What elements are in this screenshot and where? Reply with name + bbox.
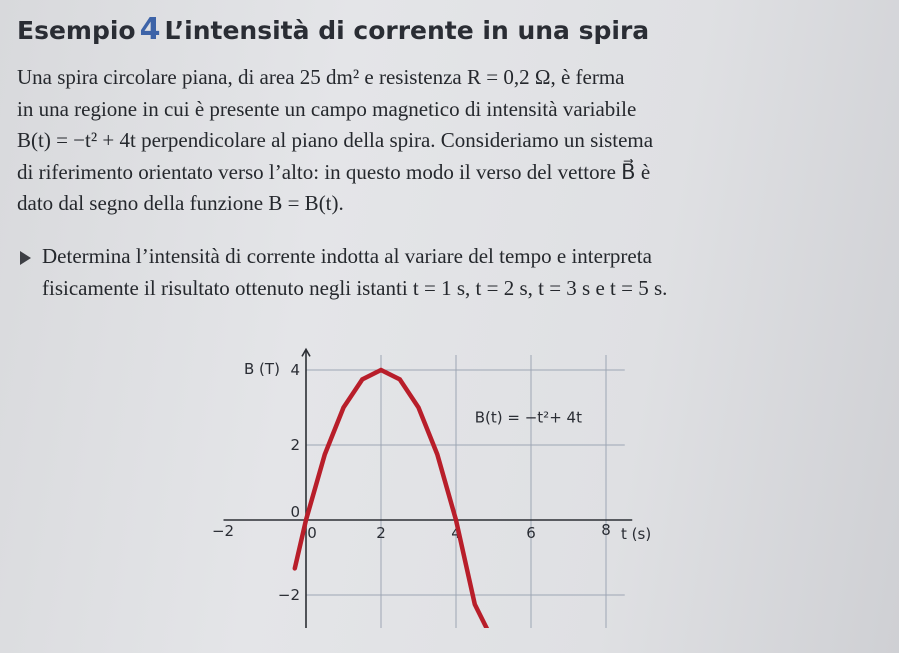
x-tick-label: 2 xyxy=(376,524,386,542)
paragraph-line: B(t) = −t² + 4t perpendicolare al piano della spira. Consideriamo un sistema xyxy=(17,128,654,152)
x-tick-label: 8 xyxy=(601,521,611,539)
y-tick-label: 2 xyxy=(290,436,300,454)
y-axis-label: B (T) xyxy=(244,360,280,378)
paragraph-line: dato dal segno della funzione B = B(t). xyxy=(17,191,344,215)
paragraph-line: Una spira circolare piana, di area 25 dm² e resistenza R = 0,2 Ω, è ferma xyxy=(17,65,625,89)
example-number: 4 xyxy=(139,12,161,47)
curve-label: B(t) = −t²+ 4t xyxy=(474,408,582,427)
paragraph-line: in una regione in cui è presente un campo magnetico di intensità variabile xyxy=(17,96,637,121)
problem-paragraph xyxy=(17,62,882,220)
task-statement xyxy=(42,241,882,304)
y-tick-label: 4 xyxy=(290,361,300,379)
heading-title: L’intensità di corrente in una spira xyxy=(164,16,650,45)
paragraph-line: di riferimento orientato verso l’alto: in questo modo il verso del vettore B⃗ è xyxy=(17,159,651,184)
task-line: Determina l’intensità di corrente indotta al variare del tempo e interpreta xyxy=(42,244,652,268)
y-tick-label: −2 xyxy=(277,586,300,604)
x-tick-label: 4 xyxy=(451,524,461,542)
field-curve xyxy=(295,370,503,628)
example-heading xyxy=(17,12,649,47)
y-tick-label: 0 xyxy=(290,503,300,521)
x-axis-label: t (s) xyxy=(621,525,652,543)
triangle-bullet-icon xyxy=(20,251,31,265)
x-tick-label: 6 xyxy=(526,524,536,542)
magnetic-field-graph xyxy=(195,328,675,628)
x-tick-label: 0 xyxy=(307,524,317,542)
x-tick-label: −2 xyxy=(211,522,235,540)
task-line: fisicamente il risultato ottenuto negli istanti t = 1 s, t = 2 s, t = 3 s e t = 5 s. xyxy=(42,275,668,300)
heading-prefix: Esempio xyxy=(17,16,136,45)
